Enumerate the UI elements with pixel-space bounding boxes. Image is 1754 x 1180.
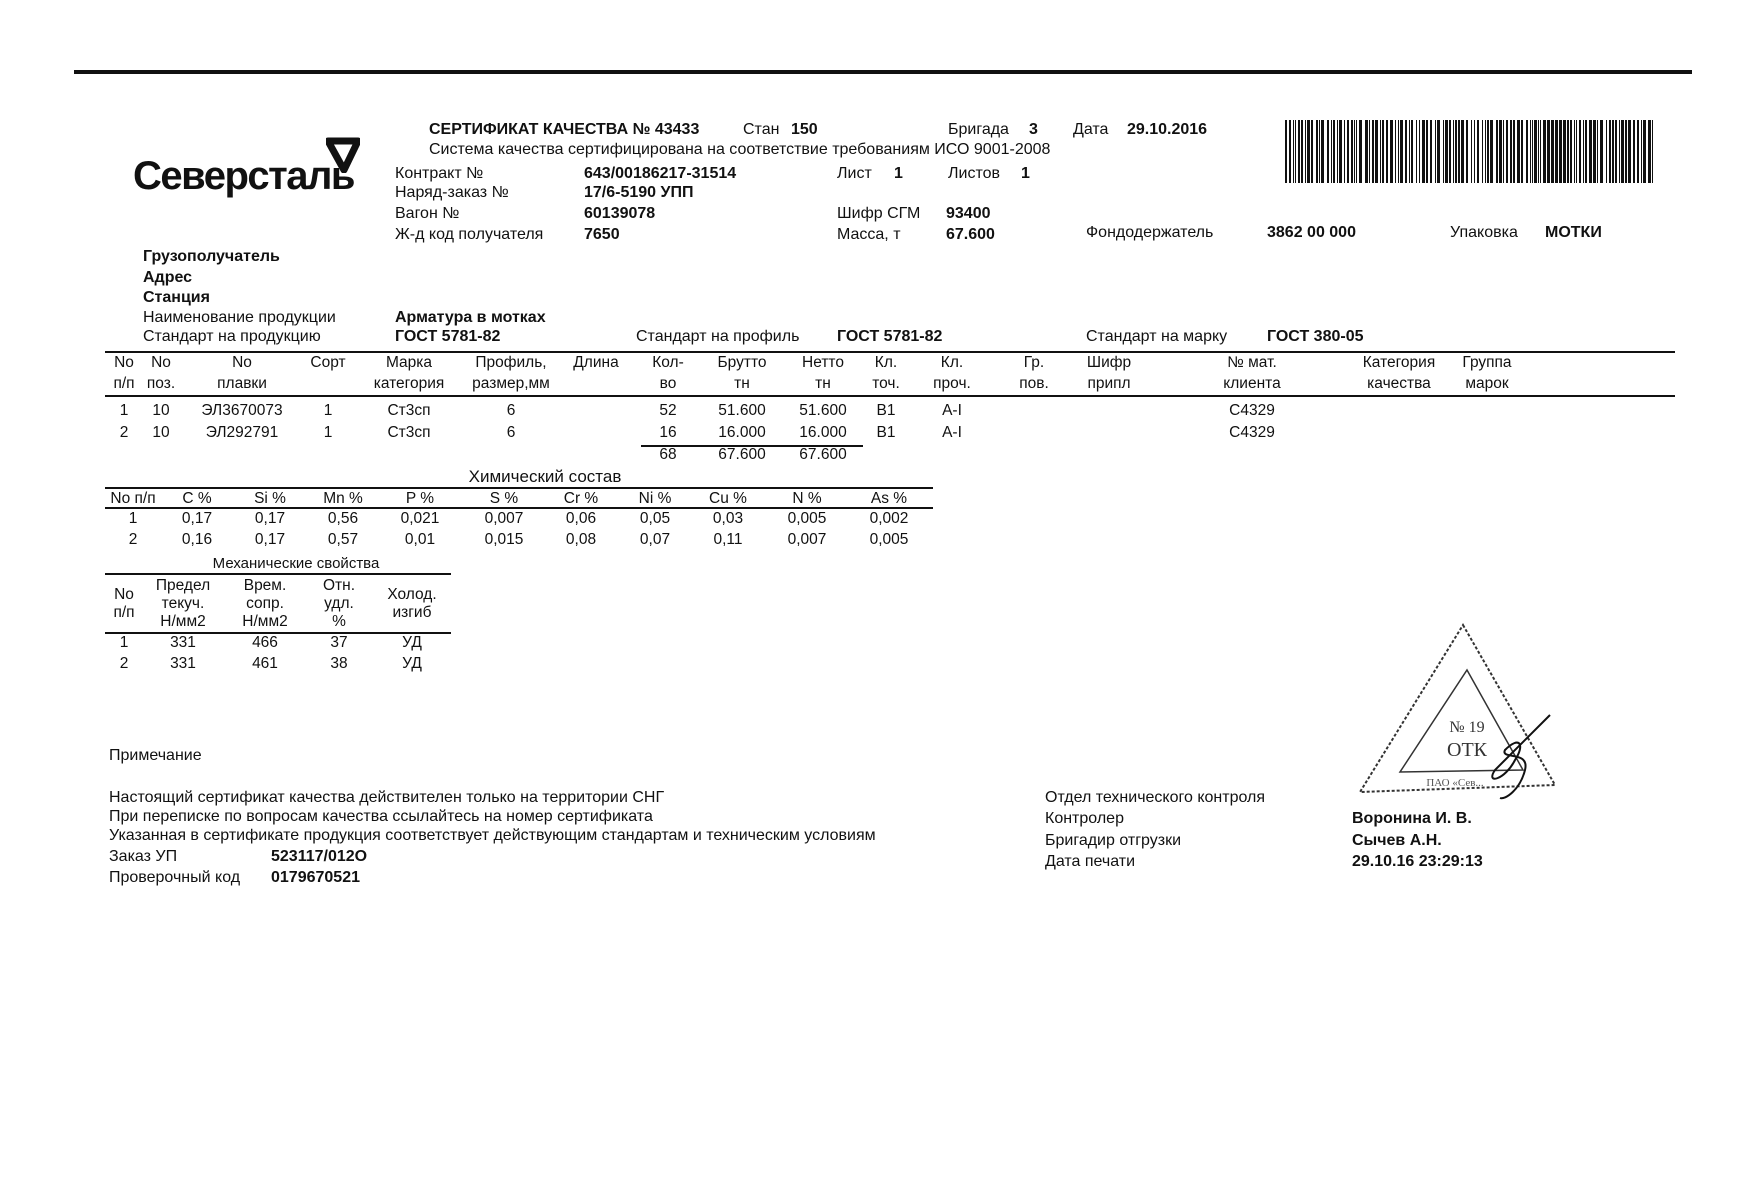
barcode-bar bbox=[1593, 120, 1596, 183]
barcode-bar bbox=[1534, 120, 1537, 183]
barcode-bar bbox=[1398, 120, 1399, 183]
chem-title: Химический состав bbox=[468, 467, 622, 486]
barcode-bar bbox=[1316, 120, 1318, 183]
chem-cell: 0,015 bbox=[484, 531, 524, 548]
mech-cell: УД bbox=[402, 634, 422, 651]
main-header-cell: размер,мм bbox=[472, 375, 550, 392]
mech-header-cell: изгиб bbox=[392, 604, 432, 621]
chem-cell: 0,005 bbox=[869, 531, 909, 548]
barcode-bar bbox=[1351, 120, 1353, 183]
sgm-value: 93400 bbox=[946, 205, 991, 222]
mech-header-cell: сопр. bbox=[246, 595, 284, 612]
main-cell: Ст3сп bbox=[387, 402, 431, 419]
total-net: 67.600 bbox=[799, 446, 847, 463]
total-gross: 67.600 bbox=[718, 446, 766, 463]
main-cell: 52 bbox=[659, 402, 677, 419]
barcode-bar bbox=[1380, 120, 1381, 183]
sheets-label: Листов bbox=[948, 165, 1000, 182]
print-date-value: 29.10.16 23:29:13 bbox=[1352, 853, 1483, 870]
main-header-cell: клиента bbox=[1223, 375, 1281, 392]
chem-cell: 0,005 bbox=[787, 510, 827, 527]
main-table-top-rule bbox=[105, 351, 1675, 353]
chem-header-cell: No п/п bbox=[110, 490, 156, 507]
barcode-bar bbox=[1461, 120, 1464, 183]
main-cell: ЭЛ3670073 bbox=[201, 402, 283, 419]
main-header-cell: плавки bbox=[217, 375, 267, 392]
main-cell: В1 bbox=[876, 424, 896, 441]
barcode-bar bbox=[1551, 120, 1554, 183]
wagon-label: Вагон № bbox=[395, 205, 460, 222]
barcode-bar bbox=[1589, 120, 1592, 183]
barcode-bar bbox=[1532, 120, 1533, 183]
barcode-bar bbox=[1331, 120, 1332, 183]
chem-cell: 0,002 bbox=[869, 510, 909, 527]
main-header-cell: п/п bbox=[113, 375, 135, 392]
barcode-bar bbox=[1482, 120, 1483, 183]
chem-header-cell: Mn % bbox=[323, 490, 363, 507]
sheets-value: 1 bbox=[1021, 165, 1030, 182]
order-up-label: Заказ УП bbox=[109, 848, 178, 865]
barcode-bar bbox=[1570, 120, 1572, 183]
std-product-label: Стандарт на продукцию bbox=[143, 328, 321, 345]
footer-line-2: При переписке по вопросам качества ссылайтесь на номер сертификата bbox=[109, 808, 653, 825]
barcode-bar bbox=[1543, 120, 1546, 183]
main-header-cell: проч. bbox=[933, 375, 971, 392]
std-grade-value: ГОСТ 380-05 bbox=[1267, 328, 1364, 345]
barcode-bar bbox=[1390, 120, 1393, 183]
main-table-header-rule bbox=[105, 395, 1675, 397]
mech-header-cell: No bbox=[114, 586, 134, 603]
main-header-cell: Длина bbox=[573, 354, 619, 371]
barcode-bar bbox=[1311, 120, 1313, 183]
main-header-cell: Нетто bbox=[802, 354, 844, 371]
top-rule bbox=[74, 70, 1692, 74]
mech-header-cell: текуч. bbox=[161, 595, 205, 612]
mech-header-cell: % bbox=[332, 613, 346, 630]
barcode-bar bbox=[1411, 120, 1413, 183]
barcode-bar bbox=[1455, 120, 1457, 183]
brigada-label: Бригада bbox=[948, 121, 1009, 138]
main-cell: С4329 bbox=[1229, 424, 1275, 441]
barcode-bar bbox=[1327, 120, 1329, 183]
chem-cell: 0,007 bbox=[787, 531, 827, 548]
barcode-bar bbox=[1321, 120, 1324, 183]
mech-header-cell: Н/мм2 bbox=[242, 613, 288, 630]
barcode-bar bbox=[1422, 120, 1425, 183]
mech-header-cell: Холод. bbox=[387, 586, 437, 603]
main-cell: Ст3сп bbox=[387, 424, 431, 441]
barcode-bar bbox=[1538, 120, 1539, 183]
barcode-bar bbox=[1609, 120, 1611, 183]
main-cell: 51.600 bbox=[718, 402, 766, 419]
barcode-bar bbox=[1576, 120, 1577, 183]
barcode-bar bbox=[1583, 120, 1584, 183]
chem-cell: 0,01 bbox=[404, 531, 436, 548]
chem-cell: 0,05 bbox=[639, 510, 671, 527]
barcode-bar bbox=[1409, 120, 1410, 183]
barcode-bar bbox=[1633, 120, 1635, 183]
mech-title: Механические свойства bbox=[212, 555, 380, 572]
contract-value: 643/00186217-31514 bbox=[584, 165, 737, 182]
main-header-cell: Шифр bbox=[1086, 354, 1132, 371]
main-cell: 1 bbox=[323, 424, 333, 441]
check-code-label: Проверочный код bbox=[109, 869, 241, 886]
check-code-value: 0179670521 bbox=[271, 869, 360, 886]
chem-header-cell: Cr % bbox=[563, 490, 599, 507]
contract-label: Контракт № bbox=[395, 165, 484, 182]
barcode-bar bbox=[1540, 120, 1541, 183]
barcode-bar bbox=[1506, 120, 1508, 183]
barcode-bar bbox=[1485, 120, 1486, 183]
sheet-value: 1 bbox=[894, 165, 903, 182]
mech-header-cell: Отн. bbox=[322, 577, 356, 594]
main-cell: А-I bbox=[942, 402, 962, 419]
product-value: Арматура в мотках bbox=[395, 309, 546, 326]
chem-header-cell: P % bbox=[405, 490, 435, 507]
main-header-cell: Брутто bbox=[717, 354, 767, 371]
barcode-bar bbox=[1547, 120, 1550, 183]
mech-cell: 466 bbox=[252, 634, 278, 651]
main-cell: 16.000 bbox=[799, 424, 847, 441]
mech-header-cell: Н/мм2 bbox=[160, 613, 206, 630]
mech-top-rule bbox=[105, 573, 451, 575]
footer-line-3: Указанная в сертификате продукция соответствует действующим стандартам и техническим условиям bbox=[109, 827, 876, 844]
barcode-bar bbox=[1365, 120, 1368, 183]
chem-header-cell: N % bbox=[792, 490, 822, 507]
barcode-bar bbox=[1628, 120, 1631, 183]
barcode-bar bbox=[1600, 120, 1603, 183]
chem-cell: 0,57 bbox=[327, 531, 359, 548]
main-header-cell: во bbox=[659, 375, 677, 392]
barcode-bar bbox=[1530, 120, 1531, 183]
main-cell: 1 bbox=[323, 402, 333, 419]
barcode-bar bbox=[1395, 120, 1396, 183]
chem-cell: 1 bbox=[128, 510, 138, 527]
main-header-cell: припл bbox=[1087, 375, 1131, 392]
chem-cell: 2 bbox=[128, 531, 138, 548]
barcode-bar bbox=[1643, 120, 1646, 183]
main-header-cell: Кол- bbox=[652, 354, 684, 371]
barcode-bar bbox=[1585, 120, 1587, 183]
barcode-bar bbox=[1359, 120, 1362, 183]
mech-header-cell: Предел bbox=[155, 577, 211, 594]
main-header-cell: No bbox=[151, 354, 171, 371]
std-profile-value: ГОСТ 5781-82 bbox=[837, 328, 943, 345]
main-cell: 6 bbox=[506, 424, 516, 441]
wagon-value: 60139078 bbox=[584, 205, 656, 222]
barcode-bar bbox=[1293, 120, 1294, 183]
date-label: Дата bbox=[1073, 121, 1109, 138]
barcode-bar bbox=[1496, 120, 1498, 183]
barcode-bar bbox=[1652, 120, 1653, 183]
barcode-bar bbox=[1356, 120, 1357, 183]
barcode-bar bbox=[1621, 120, 1624, 183]
barcode-bar bbox=[1419, 120, 1420, 183]
chem-cell: 0,16 bbox=[181, 531, 213, 548]
barcode-bar bbox=[1510, 120, 1512, 183]
main-cell: 6 bbox=[506, 402, 516, 419]
barcode-bar bbox=[1285, 120, 1287, 183]
chem-cell: 0,17 bbox=[254, 510, 286, 527]
otk-stamp bbox=[1355, 620, 1565, 805]
barcode-bar bbox=[1477, 120, 1479, 183]
barcode-bar bbox=[1563, 120, 1566, 183]
barcode-bar bbox=[1443, 120, 1444, 183]
sheet-label: Лист bbox=[837, 165, 872, 182]
main-cell: ЭЛ292791 bbox=[205, 424, 279, 441]
main-header-cell: качества bbox=[1367, 375, 1431, 392]
main-cell: 10 bbox=[152, 424, 170, 441]
main-header-cell: Сорт bbox=[310, 354, 346, 371]
barcode-bar bbox=[1555, 120, 1558, 183]
chem-cell: 0,021 bbox=[400, 510, 440, 527]
std-grade-label: Стандарт на марку bbox=[1086, 328, 1228, 345]
company-logo: Северсталь bbox=[133, 154, 354, 198]
barcode-bar bbox=[1567, 120, 1569, 183]
product-label: Наименование продукции bbox=[143, 309, 336, 326]
main-header-cell: марок bbox=[1465, 375, 1509, 392]
barcode-bar bbox=[1458, 120, 1460, 183]
main-cell: 16.000 bbox=[718, 424, 766, 441]
barcode-bar bbox=[1453, 120, 1454, 183]
barcode-bar bbox=[1289, 120, 1291, 183]
note-label: Примечание bbox=[109, 747, 202, 764]
main-cell: В1 bbox=[876, 402, 896, 419]
barcode-bar bbox=[1471, 120, 1472, 183]
barcode-bar bbox=[1305, 120, 1306, 183]
barcode-bar bbox=[1400, 120, 1403, 183]
barcode-bar bbox=[1625, 120, 1627, 183]
barcode-bar bbox=[1347, 120, 1349, 183]
main-cell: 2 bbox=[119, 424, 129, 441]
barcode-bar bbox=[1307, 120, 1310, 183]
main-cell: А-I bbox=[942, 424, 962, 441]
barcode-bar bbox=[1354, 120, 1355, 183]
main-header-cell: Марка bbox=[385, 354, 433, 371]
std-profile-label: Стандарт на профиль bbox=[636, 328, 800, 345]
order-value: 17/6-5190 УПП bbox=[584, 184, 694, 201]
mech-cell: 1 bbox=[119, 634, 129, 651]
station-label: Станция bbox=[143, 289, 210, 306]
chem-cell: 0,07 bbox=[639, 531, 671, 548]
barcode-bar bbox=[1369, 120, 1370, 183]
mech-cell: 2 bbox=[119, 655, 129, 672]
rail-code-label: Ж-д код получателя bbox=[395, 226, 544, 243]
mech-cell: 37 bbox=[330, 634, 348, 651]
logo-triangle-icon bbox=[326, 137, 360, 173]
mech-header-cell: Врем. bbox=[243, 577, 287, 594]
barcode-bar bbox=[1517, 120, 1520, 183]
main-cell: С4329 bbox=[1229, 402, 1275, 419]
main-header-cell: Кл. bbox=[940, 354, 964, 371]
mech-header-rule bbox=[105, 632, 451, 634]
barcode-bar bbox=[1612, 120, 1614, 183]
address-label: Адрес bbox=[143, 269, 193, 286]
main-header-cell: точ. bbox=[872, 375, 900, 392]
total-qty: 68 bbox=[659, 446, 677, 463]
certificate-title: СЕРТИФИКАТ КАЧЕСТВА № 43433 bbox=[429, 121, 700, 138]
chem-cell: 0,06 bbox=[565, 510, 597, 527]
std-product-value: ГОСТ 5781-82 bbox=[395, 328, 501, 345]
stamp-number: № 19 bbox=[1449, 719, 1485, 736]
mech-cell: 38 bbox=[330, 655, 348, 672]
date-value: 29.10.2016 bbox=[1127, 121, 1208, 138]
main-header-cell: Категория bbox=[1362, 354, 1436, 371]
barcode-bar bbox=[1295, 120, 1296, 183]
main-header-cell: тн bbox=[815, 375, 831, 392]
main-header-cell: Гр. bbox=[1023, 354, 1045, 371]
barcode-bar bbox=[1386, 120, 1388, 183]
barcode-bar bbox=[1416, 120, 1417, 183]
barcode-bar bbox=[1319, 120, 1320, 183]
foreman-value: Сычев А.Н. bbox=[1352, 832, 1442, 849]
barcode-bar bbox=[1606, 120, 1607, 183]
barcode-bar bbox=[1559, 120, 1562, 183]
barcode-bar bbox=[1513, 120, 1515, 183]
chem-header-cell: C % bbox=[182, 490, 212, 507]
chem-cell: 0,56 bbox=[327, 510, 359, 527]
barcode-bar bbox=[1449, 120, 1451, 183]
main-header-cell: No bbox=[232, 354, 252, 371]
barcode-bar bbox=[1298, 120, 1300, 183]
barcode-bar bbox=[1490, 120, 1493, 183]
barcode-bar bbox=[1339, 120, 1342, 183]
chem-cell: 0,17 bbox=[254, 531, 286, 548]
fund-label: Фондодержатель bbox=[1086, 224, 1214, 241]
barcode-bar bbox=[1637, 120, 1639, 183]
chem-cell: 0,08 bbox=[565, 531, 597, 548]
brigada-value: 3 bbox=[1029, 121, 1038, 138]
order-up-value: 523117/012О bbox=[271, 848, 368, 865]
stamp-text: ОТК bbox=[1447, 739, 1487, 761]
pack-value: МОТКИ bbox=[1545, 224, 1602, 241]
main-header-cell: No bbox=[114, 354, 134, 371]
mech-cell: УД bbox=[402, 655, 422, 672]
main-cell: 10 bbox=[152, 402, 170, 419]
order-label: Наряд-заказ № bbox=[395, 184, 509, 201]
barcode-bar bbox=[1648, 120, 1651, 183]
foreman-label: Бригадир отгрузки bbox=[1045, 832, 1182, 849]
chem-cell: 0,007 bbox=[484, 510, 524, 527]
barcode-bar bbox=[1526, 120, 1528, 183]
main-header-cell: Группа bbox=[1462, 354, 1512, 371]
barcode-bar bbox=[1503, 120, 1504, 183]
controller-label: Контролер bbox=[1045, 810, 1124, 827]
mech-header-cell: удл. bbox=[324, 595, 354, 612]
chem-header-cell: As % bbox=[870, 490, 908, 507]
main-header-cell: № мат. bbox=[1227, 354, 1277, 371]
mech-header-cell: п/п bbox=[113, 604, 135, 621]
barcode-bar bbox=[1301, 120, 1303, 183]
pack-label: Упаковка bbox=[1450, 224, 1518, 241]
footer-line-1: Настоящий сертификат качества действителен только на территории СНГ bbox=[109, 789, 665, 806]
main-cell: 16 bbox=[659, 424, 677, 441]
barcode-bar bbox=[1445, 120, 1448, 183]
sgm-label: Шифр СГМ bbox=[837, 205, 921, 222]
barcode-bar bbox=[1499, 120, 1502, 183]
chem-header-cell: S % bbox=[489, 490, 519, 507]
stan-value: 150 bbox=[791, 121, 818, 138]
mech-cell: 461 bbox=[252, 655, 278, 672]
barcode-bar bbox=[1337, 120, 1338, 183]
main-header-cell: категория bbox=[373, 375, 445, 392]
mech-cell: 331 bbox=[170, 655, 196, 672]
barcode-bar bbox=[1521, 120, 1523, 183]
barcode-bar bbox=[1333, 120, 1335, 183]
barcode-bar bbox=[1435, 120, 1436, 183]
barcode-bar bbox=[1405, 120, 1407, 183]
stan-label: Стан bbox=[743, 121, 780, 138]
barcode-bar bbox=[1597, 120, 1598, 183]
barcode-bar bbox=[1615, 120, 1617, 183]
barcode-bar bbox=[1437, 120, 1440, 183]
chem-header-cell: Si % bbox=[254, 490, 286, 507]
mech-cell: 331 bbox=[170, 634, 196, 651]
otk-label: Отдел технического контроля bbox=[1045, 789, 1266, 806]
chem-header-cell: Ni % bbox=[638, 490, 672, 507]
barcode-bar bbox=[1382, 120, 1384, 183]
main-header-cell: тн bbox=[734, 375, 750, 392]
barcode-bar bbox=[1466, 120, 1468, 183]
chem-cell: 0,03 bbox=[712, 510, 744, 527]
rail-code-value: 7650 bbox=[584, 226, 620, 243]
barcode-bar bbox=[1619, 120, 1620, 183]
barcode bbox=[1285, 120, 1658, 183]
barcode-bar bbox=[1641, 120, 1642, 183]
chem-top-rule bbox=[105, 487, 933, 489]
barcode-bar bbox=[1372, 120, 1374, 183]
controller-value: Воронина И. В. bbox=[1352, 810, 1472, 827]
barcode-bar bbox=[1344, 120, 1345, 183]
chem-cell: 0,17 bbox=[181, 510, 213, 527]
stamp-company: ПАО «Сев... bbox=[1426, 777, 1484, 789]
iso-statement: Система качества сертифицирована на соответствие требованиям ИСО 9001-2008 bbox=[429, 141, 1051, 158]
main-header-cell: поз. bbox=[146, 375, 176, 392]
fund-value: 3862 00 000 bbox=[1267, 224, 1356, 241]
barcode-bar bbox=[1430, 120, 1432, 183]
main-cell: 51.600 bbox=[799, 402, 847, 419]
mass-value: 67.600 bbox=[946, 226, 995, 243]
main-header-cell: Кл. bbox=[874, 354, 898, 371]
barcode-bar bbox=[1426, 120, 1428, 183]
barcode-bar bbox=[1487, 120, 1489, 183]
chem-header-cell: Cu % bbox=[709, 490, 747, 507]
main-cell: 1 bbox=[119, 402, 129, 419]
consignee-label: Грузополучатель bbox=[143, 248, 280, 265]
chem-cell: 0,11 bbox=[713, 531, 743, 548]
barcode-bar bbox=[1474, 120, 1475, 183]
main-header-cell: пов. bbox=[1019, 375, 1049, 392]
barcode-bar bbox=[1574, 120, 1575, 183]
mass-label: Масса, т bbox=[837, 226, 901, 243]
main-header-cell: Профиль, bbox=[475, 354, 547, 371]
barcode-bar bbox=[1579, 120, 1581, 183]
barcode-bar bbox=[1375, 120, 1378, 183]
print-date-label: Дата печати bbox=[1045, 853, 1136, 870]
